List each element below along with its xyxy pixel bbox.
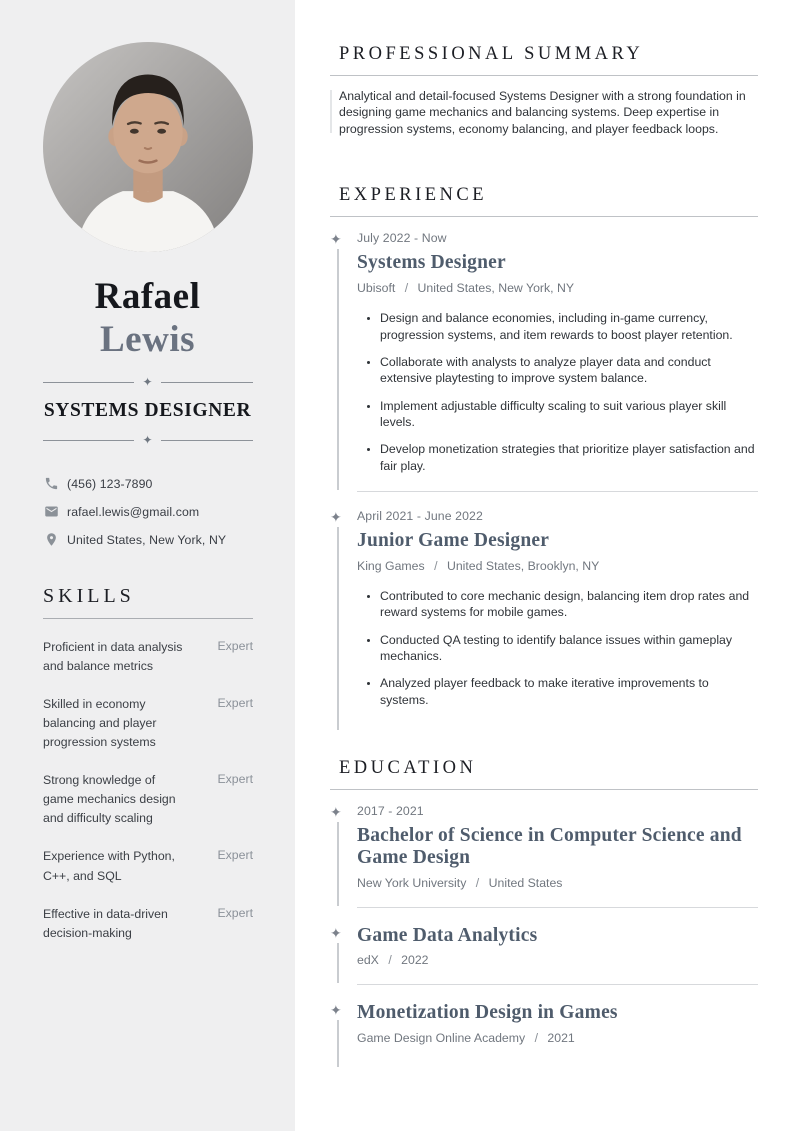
timeline-line — [337, 525, 339, 730]
education-entry — [330, 803, 758, 890]
bullet-item: • Develop monetization strategies that prioritize player satisfaction and fair play. — [380, 441, 758, 474]
education-entry — [330, 1002, 758, 1046]
location-text: United States, New York, NY — [67, 532, 227, 547]
entry-divider — [357, 491, 758, 492]
section-rule — [330, 789, 758, 790]
contact-row-email — [44, 504, 295, 519]
entry-company: King Games — [357, 558, 425, 573]
contact-list — [44, 476, 295, 547]
skill-label: Proficient in data analysis and balance metrics — [43, 640, 183, 674]
entry-detail: 2022 — [401, 953, 429, 968]
entry-title: Bachelor of Science in Computer Science and Game Design — [357, 824, 742, 868]
divider-line — [43, 382, 135, 383]
skills-section — [43, 585, 253, 943]
avatar — [43, 42, 253, 252]
sparkle-icon: ✦ — [142, 375, 153, 390]
timeline-line — [337, 247, 339, 490]
entry-title: Game Data Analytics — [357, 924, 538, 946]
bullet-item: • Contributed to core mechanic design, balancing item drop rates and reward systems for mobile games. — [380, 588, 758, 621]
skill-row — [43, 638, 253, 676]
education-heading: EDUCATION — [339, 757, 477, 778]
sparkle-icon: ✦ — [330, 1002, 342, 1019]
timeline-line — [337, 941, 339, 984]
skill-level: Expert — [217, 696, 253, 711]
skill-row — [43, 771, 253, 828]
entry-school: New York University — [357, 875, 467, 890]
slash-separator: / — [475, 875, 480, 890]
bullet-item: • Design and balance economies, including in-game currency, progression systems, and item rewards to boost player retention. — [380, 310, 758, 343]
entry-divider — [357, 984, 758, 985]
location-icon — [44, 532, 59, 547]
section-rule — [330, 75, 758, 76]
sparkle-icon: ✦ — [330, 803, 342, 820]
skill-row — [43, 847, 253, 885]
slash-separator: / — [434, 558, 438, 573]
sparkle-icon: ✦ — [330, 508, 342, 525]
skills-heading: SKILLS — [43, 585, 135, 608]
email-icon — [44, 504, 59, 519]
entry-company: Ubisoft — [357, 281, 396, 296]
entry-detail: 2021 — [547, 1031, 575, 1046]
sparkle-icon: ✦ — [142, 433, 153, 448]
entry-detail: United States — [488, 875, 563, 890]
skill-level: Expert — [217, 639, 253, 654]
phone-number: (456) 123-7890 — [67, 476, 153, 491]
slash-separator: / — [404, 281, 409, 296]
divider-line — [43, 440, 135, 441]
skill-label: Skilled in economy balancing and player progression systems — [43, 697, 157, 750]
entry-title: Junior Game Designer — [357, 529, 550, 551]
entry-location: United States, New York, NY — [417, 281, 575, 296]
experience-entry — [330, 508, 758, 708]
skill-label: Strong knowledge of game mechanics design and difficulty scaling — [43, 773, 176, 826]
bullet-item: • Analyzed player feedback to make iterative improvements to systems. — [380, 675, 758, 708]
bullet-item: • Conducted QA testing to identify balance issues within gameplay mechanics. — [380, 632, 758, 665]
entry-subtitle — [357, 876, 758, 890]
skill-level: Expert — [217, 905, 253, 920]
entry-dates: 2017 - 2021 — [357, 803, 424, 818]
entry-dates: July 2022 - Now — [357, 231, 447, 246]
section-rule — [330, 216, 758, 217]
education-entry — [330, 924, 758, 968]
experience-entries — [330, 231, 758, 707]
entry-location: United States, Brooklyn, NY — [446, 558, 600, 573]
summary-text: Analytical and detail-focused Systems Designer with a strong foundation in designing game mechanics and balancing systems. Deep expertise in progression systems, economy balancing, and player feedback loops. — [339, 89, 746, 136]
summary-section — [339, 0, 758, 137]
sidebar — [0, 0, 295, 1131]
entry-divider — [357, 907, 758, 908]
skills-rule — [43, 618, 253, 619]
timeline-line — [337, 820, 339, 906]
skill-row — [43, 695, 253, 752]
skill-row — [43, 905, 253, 943]
entry-subtitle — [357, 281, 758, 295]
entry-title: Monetization Design in Games — [357, 1002, 618, 1024]
sparkle-icon: ✦ — [330, 924, 342, 941]
entry-subtitle — [357, 559, 758, 573]
skill-label: Effective in data-driven decision-making — [43, 906, 168, 940]
entry-title: Systems Designer — [357, 252, 506, 274]
avatar-illustration — [43, 42, 253, 252]
bullet-item: • Implement adjustable difficulty scaling to suit various player skill levels. — [380, 398, 758, 431]
education-entries — [330, 803, 758, 1046]
education-section — [330, 757, 758, 1046]
entry-subtitle — [357, 1031, 758, 1045]
phone-icon — [44, 476, 59, 491]
timeline-line — [337, 1018, 339, 1067]
ornament-divider — [43, 434, 253, 446]
experience-entry — [330, 231, 758, 474]
bullet-item: • Collaborate with analysts to analyze player data and conduct extensive playtesting to improve system balance. — [380, 354, 758, 387]
contact-row-phone — [44, 476, 295, 491]
entry-bullets — [357, 310, 758, 474]
contact-row-location — [44, 532, 295, 547]
entry-subtitle — [357, 953, 758, 967]
first-name: Rafael — [94, 276, 201, 317]
job-title: SYSTEMS DESIGNER — [43, 400, 252, 422]
entry-school: edX — [357, 953, 379, 968]
summary-body — [339, 88, 758, 137]
divider-line — [161, 440, 253, 441]
experience-heading: EXPERIENCE — [339, 185, 488, 206]
slash-separator: / — [388, 953, 392, 968]
ornament-divider — [43, 376, 253, 388]
sparkle-icon: ✦ — [330, 231, 342, 248]
entry-school: Game Design Online Academy — [357, 1031, 526, 1046]
name-block — [0, 276, 295, 361]
divider-line — [161, 382, 253, 383]
entry-dates: April 2021 - June 2022 — [357, 508, 483, 523]
email-address: rafael.lewis@gmail.com — [67, 504, 200, 519]
skill-level: Expert — [217, 772, 253, 787]
slash-separator: / — [534, 1031, 538, 1046]
experience-section — [330, 185, 758, 707]
skill-label: Experience with Python, C++, and SQL — [43, 849, 175, 883]
skill-level: Expert — [217, 848, 253, 863]
last-name: Lewis — [100, 318, 195, 360]
main-column — [330, 0, 758, 1046]
entry-bullets — [357, 588, 758, 708]
summary-heading: PROFESSIONAL SUMMARY — [339, 44, 644, 64]
